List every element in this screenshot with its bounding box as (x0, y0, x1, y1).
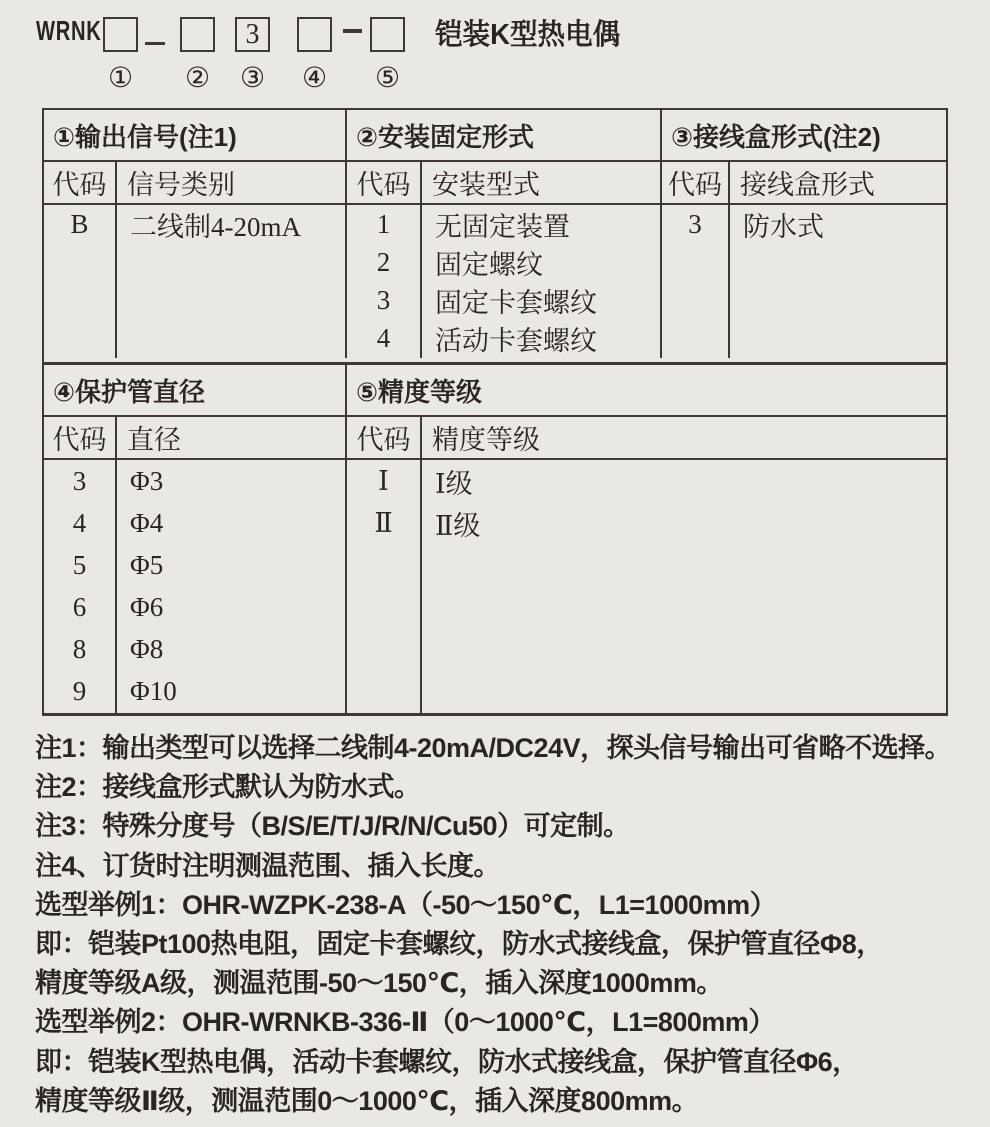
code-cell: 3 (376, 284, 391, 315)
code-cell: 4 (376, 322, 391, 353)
label-cell: 固定卡套螺纹 (435, 287, 597, 318)
section-title-5: ⑤精度等级 (356, 376, 483, 407)
note-line-10: 精度等级Ⅱ级，测温范围0～1000℃，插入深度800mm。 (35, 1085, 699, 1116)
label-column (117, 205, 345, 358)
subtable-accuracy-class (347, 417, 946, 713)
section-title-3: ③接线盒形式(注2) (671, 121, 881, 152)
model-code-box-1 (103, 17, 138, 52)
label-cell: Φ5 (130, 549, 164, 580)
code-header-cell: 代码 (662, 162, 730, 203)
subtable-header-row (347, 162, 660, 205)
label-cell: 固定螺纹 (435, 249, 543, 280)
code-cell: 5 (72, 549, 87, 580)
model-code-box-5 (370, 17, 405, 52)
label-cell: 活动卡套螺纹 (435, 325, 597, 356)
code-header-cell: 代码 (347, 417, 422, 458)
note-line-6: 即：铠装Pt100热电阻，固定卡套螺纹，防水式接线盒，保护管直径Φ8， (35, 929, 883, 960)
code-cell: 3 (72, 465, 87, 496)
code-cell: Ⅱ (374, 507, 393, 538)
label-header-cell: 精度等级 (432, 425, 540, 455)
label-cell: Φ8 (130, 633, 164, 664)
title-band-2 (44, 362, 946, 417)
subtable-body (347, 205, 660, 358)
code-cell: 4 (72, 507, 87, 538)
label-column (422, 205, 660, 358)
model-code-box-3: 3 (235, 17, 270, 52)
note-line-5: 选型举例1：OHR-WZPK-238-A（-50～150℃，L1=1000mm） (35, 889, 777, 920)
label-cell: Φ3 (130, 465, 164, 496)
note-line-1: 注1：输出类型可以选择二线制4-20mA/DC24V，探头信号输出可省略不选择。 (35, 733, 952, 764)
subtable-body (44, 460, 345, 713)
code-column (347, 460, 422, 713)
label-cell: 防水式 (743, 211, 824, 242)
label-column (730, 205, 946, 358)
label-header-cell: 信号类别 (127, 170, 235, 200)
code-column (44, 205, 117, 358)
code-header-cell: 代码 (44, 162, 117, 203)
model-code-box-2 (180, 17, 215, 52)
label-cell: Ⅱ级 (435, 510, 481, 541)
subtable-header-row (44, 417, 345, 460)
subtable-body (347, 460, 946, 713)
section-title-4: ④保护管直径 (44, 365, 347, 415)
code-column (662, 205, 730, 358)
model-code-box-4 (297, 17, 332, 52)
label-cell: Φ4 (130, 507, 164, 538)
label-column (422, 460, 946, 713)
position-circle-3: ③ (239, 63, 266, 94)
label-column (117, 460, 345, 713)
code-cell: Ⅰ (378, 465, 389, 496)
code-cell: 8 (72, 633, 87, 664)
code-column (44, 460, 117, 713)
position-circle-2: ② (184, 63, 211, 94)
section-title-2: ②安装固定形式 (347, 110, 662, 160)
code-cell: B (70, 208, 89, 239)
code-column (347, 205, 422, 358)
subtable-output-signal (44, 162, 347, 358)
note-line-2: 注2：接线盒形式默认为防水式。 (35, 772, 421, 803)
note-line-7: 精度等级A级，测温范围-50～150℃，插入深度1000mm。 (35, 968, 723, 999)
code-cell: 9 (72, 675, 87, 706)
label-cell: Φ10 (130, 675, 177, 706)
note-line-9: 即：铠装K型热电偶，活动卡套螺纹，防水式接线盒，保护管直径Φ6， (35, 1046, 859, 1077)
subtable-header-row (662, 162, 946, 205)
subtable-mounting-type (347, 162, 662, 358)
code-header-cell: 代码 (347, 162, 422, 203)
position-circle-1: ① (107, 63, 134, 94)
code-cell: 3 (688, 208, 702, 239)
label-cell: Ⅰ级 (435, 468, 473, 499)
subtable-junction-box (662, 162, 946, 358)
label-header-cell: 接线盒形式 (740, 170, 875, 200)
label-header-cell: 安装型式 (432, 170, 540, 200)
code-cell: 1 (376, 208, 391, 239)
label-cell: 无固定装置 (435, 211, 570, 242)
title-band-1 (44, 110, 946, 162)
model-code-dash-2 (343, 29, 362, 33)
note-line-8: 选型举例2：OHR-WRNKB-336-Ⅱ（0～1000℃，L1=800mm） (35, 1007, 775, 1038)
body-band-1 (44, 162, 946, 358)
subtable-header-row (44, 162, 345, 205)
model-code-dash-1 (145, 42, 165, 45)
subtable-body (44, 205, 345, 358)
subtable-sheath-diameter (44, 417, 347, 713)
position-circle-5: ⑤ (374, 63, 401, 94)
model-code-product-name: 铠装K型热电偶 (435, 19, 621, 51)
code-cell: 6 (72, 591, 87, 622)
subtable-header-row (347, 417, 946, 460)
notes-block (35, 726, 970, 1118)
label-cell: Φ6 (130, 591, 164, 622)
body-band-2 (44, 417, 946, 713)
label-cell: 二线制4-20mA (130, 211, 301, 242)
note-line-4: 注4、订货时注明测温范围、插入长度。 (35, 850, 501, 881)
code-header-cell: 代码 (44, 417, 117, 458)
position-circle-4: ④ (301, 63, 328, 94)
section-title-1: ①输出信号(注1) (44, 110, 347, 160)
selection-table (42, 108, 948, 716)
note-line-3: 注3：特殊分度号（B/S/E/T/J/R/N/Cu50）可定制。 (35, 811, 630, 842)
subtable-body (662, 205, 946, 358)
label-header-cell: 直径 (127, 425, 181, 455)
model-code-prefix: WRNK (36, 15, 102, 46)
code-cell: 2 (376, 246, 391, 277)
